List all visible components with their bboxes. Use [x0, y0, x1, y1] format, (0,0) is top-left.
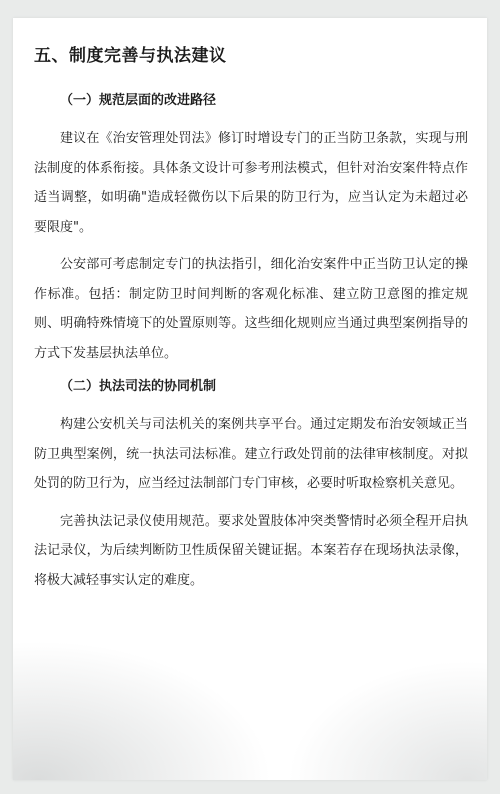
subsection-title-1: （一）规范层面的改进路径	[60, 93, 217, 108]
ink-wash-decoration	[13, 640, 273, 780]
subsection-title-2: （二）执法司法的协同机制	[60, 379, 217, 394]
paragraph: 构建公安机关与司法机关的案例共享平台。通过定期发布治安领域正当防卫典型案例，统一执法司法标准。建立行政处罚前的法律审核制度。对拟处罚的防卫行为，应当经过法制部门专门审核，必要时听取检察机关意见。	[34, 417, 468, 491]
paragraph: 建议在《治安管理处罚法》修订时增设专门的正当防卫条款，实现与刑法制度的体系衔接。具体条文设计可参考刑法模式，但针对治安案件特点作适当调整，如明确"造成轻微伤以下后果的防卫行为，应当认定为未超过必要限度"。	[34, 131, 468, 235]
document-content	[34, 42, 468, 603]
ink-wash-decoration	[287, 660, 487, 780]
section-heading: 五、制度完善与执法建议	[34, 46, 227, 66]
paragraph: 公安部可考虑制定专门的执法指引，细化治安案件中正当防卫认定的操作标准。包括：制定防卫时间判断的客观化标准、建立防卫意图的推定规则、明确特殊情境下的处置原则等。这些细化规则应当通过典型案例指导的方式下发基层执法单位。	[34, 257, 468, 361]
paragraph: 完善执法记录仪使用规范。要求处置肢体冲突类警情时必须全程开启执法记录仪，为后续判断防卫性质保留关键证据。本案若存在现场执法录像，将极大减轻事实认定的难度。	[34, 513, 468, 588]
